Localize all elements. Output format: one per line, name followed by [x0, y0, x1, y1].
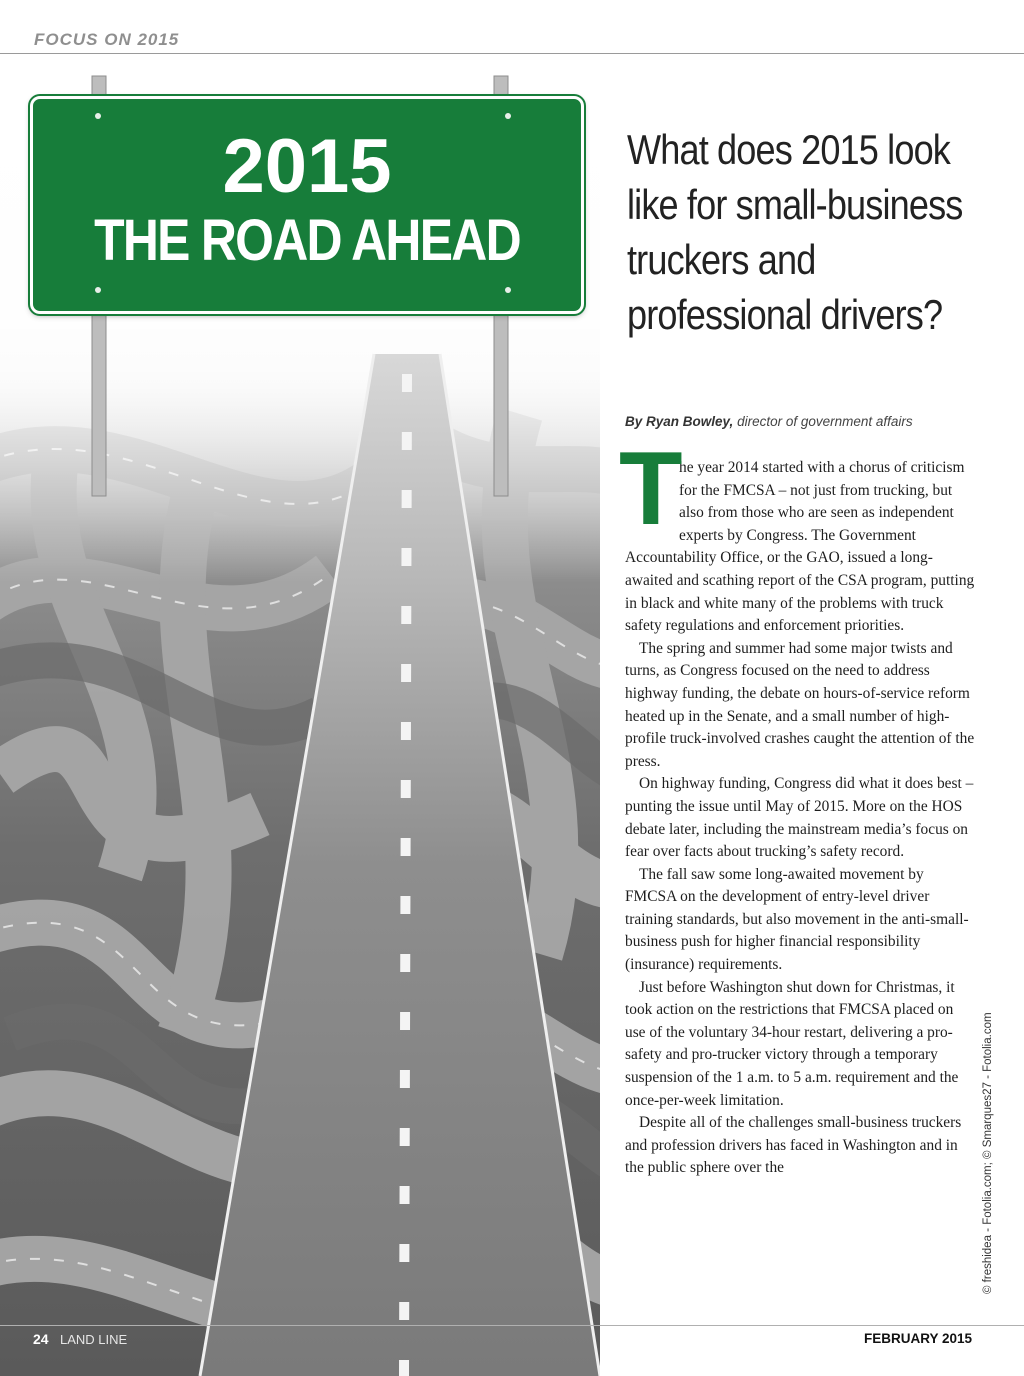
bottom-rule [0, 1325, 1024, 1326]
byline-author: By Ryan Bowley, [625, 414, 734, 429]
article-headline: What does 2015 look like for small-business truckers and professional drivers? [627, 126, 963, 338]
paragraph: Just before Washington shut down for Christmas, it took action on the restrictions that FMCSA placed on use of the voluntary 34-hour restart, delivering a pro-safety and pro-trucker victory through a temporary suspension of the 1 a.m. to 5 a.m. requirement and the once-per-week limitation. [625, 978, 959, 1109]
bolt-icon [505, 113, 511, 119]
sign-year: 2015 [222, 124, 392, 209]
issue-date: FEBRUARY 2015 [863, 1331, 972, 1346]
paragraph: The fall saw some long-awaited movement by FMCSA on the development of entry-level driver training standards, but also movement in the anti-small-business push for higher financial responsibility (insurance) requirements. [625, 865, 969, 974]
dropcap [619, 431, 683, 547]
magazine-name: LAND LINE [60, 1332, 128, 1347]
bolt-icon [505, 287, 511, 293]
paragraph: he year 2014 started with a chorus of criticism for the FMCSA – not just from trucking, but also from those who are seen as independent experts by Congress. The Government Accountability Office, or the GAO, issued a long-awaited and scathing report of the CSA program, putting in black and white many of the problems with truck safety regulations and enforcement priorities. [625, 459, 975, 635]
dropcap-letter: T [619, 431, 683, 547]
photo-credit: © freshidea - Fotolia.com; © Smarques27 - Fotolia.com [982, 1012, 994, 1294]
page-number: 24 [33, 1331, 49, 1347]
byline-role: director of government affairs [737, 414, 913, 429]
paragraph: Despite all of the challenges small-business truckers and profession drivers has faced in Washington and in the public sphere over the [625, 1114, 962, 1177]
road-sign [30, 96, 584, 314]
bolt-icon [95, 287, 101, 293]
byline [625, 414, 913, 429]
article-body [619, 431, 975, 1180]
sign-subtitle: THE ROAD AHEAD [94, 208, 520, 273]
bolt-icon [95, 113, 101, 119]
section-label: FOCUS ON 2015 [34, 30, 180, 49]
paragraph: On highway funding, Congress did what it does best – punting the issue until May of 2015. More on the HOS debate later, including the mainstream media’s focus on fear over facts about trucking’s safety record. [625, 775, 974, 861]
paragraph: The spring and summer had some major twists and turns, as Congress focused on the need to address highway funding, the debate on hours-of-service reform heated up in the Senate, and a small number of high-profile truck-involved crashes caught the attention of the press. [625, 639, 975, 770]
road-illustration [0, 54, 600, 1376]
